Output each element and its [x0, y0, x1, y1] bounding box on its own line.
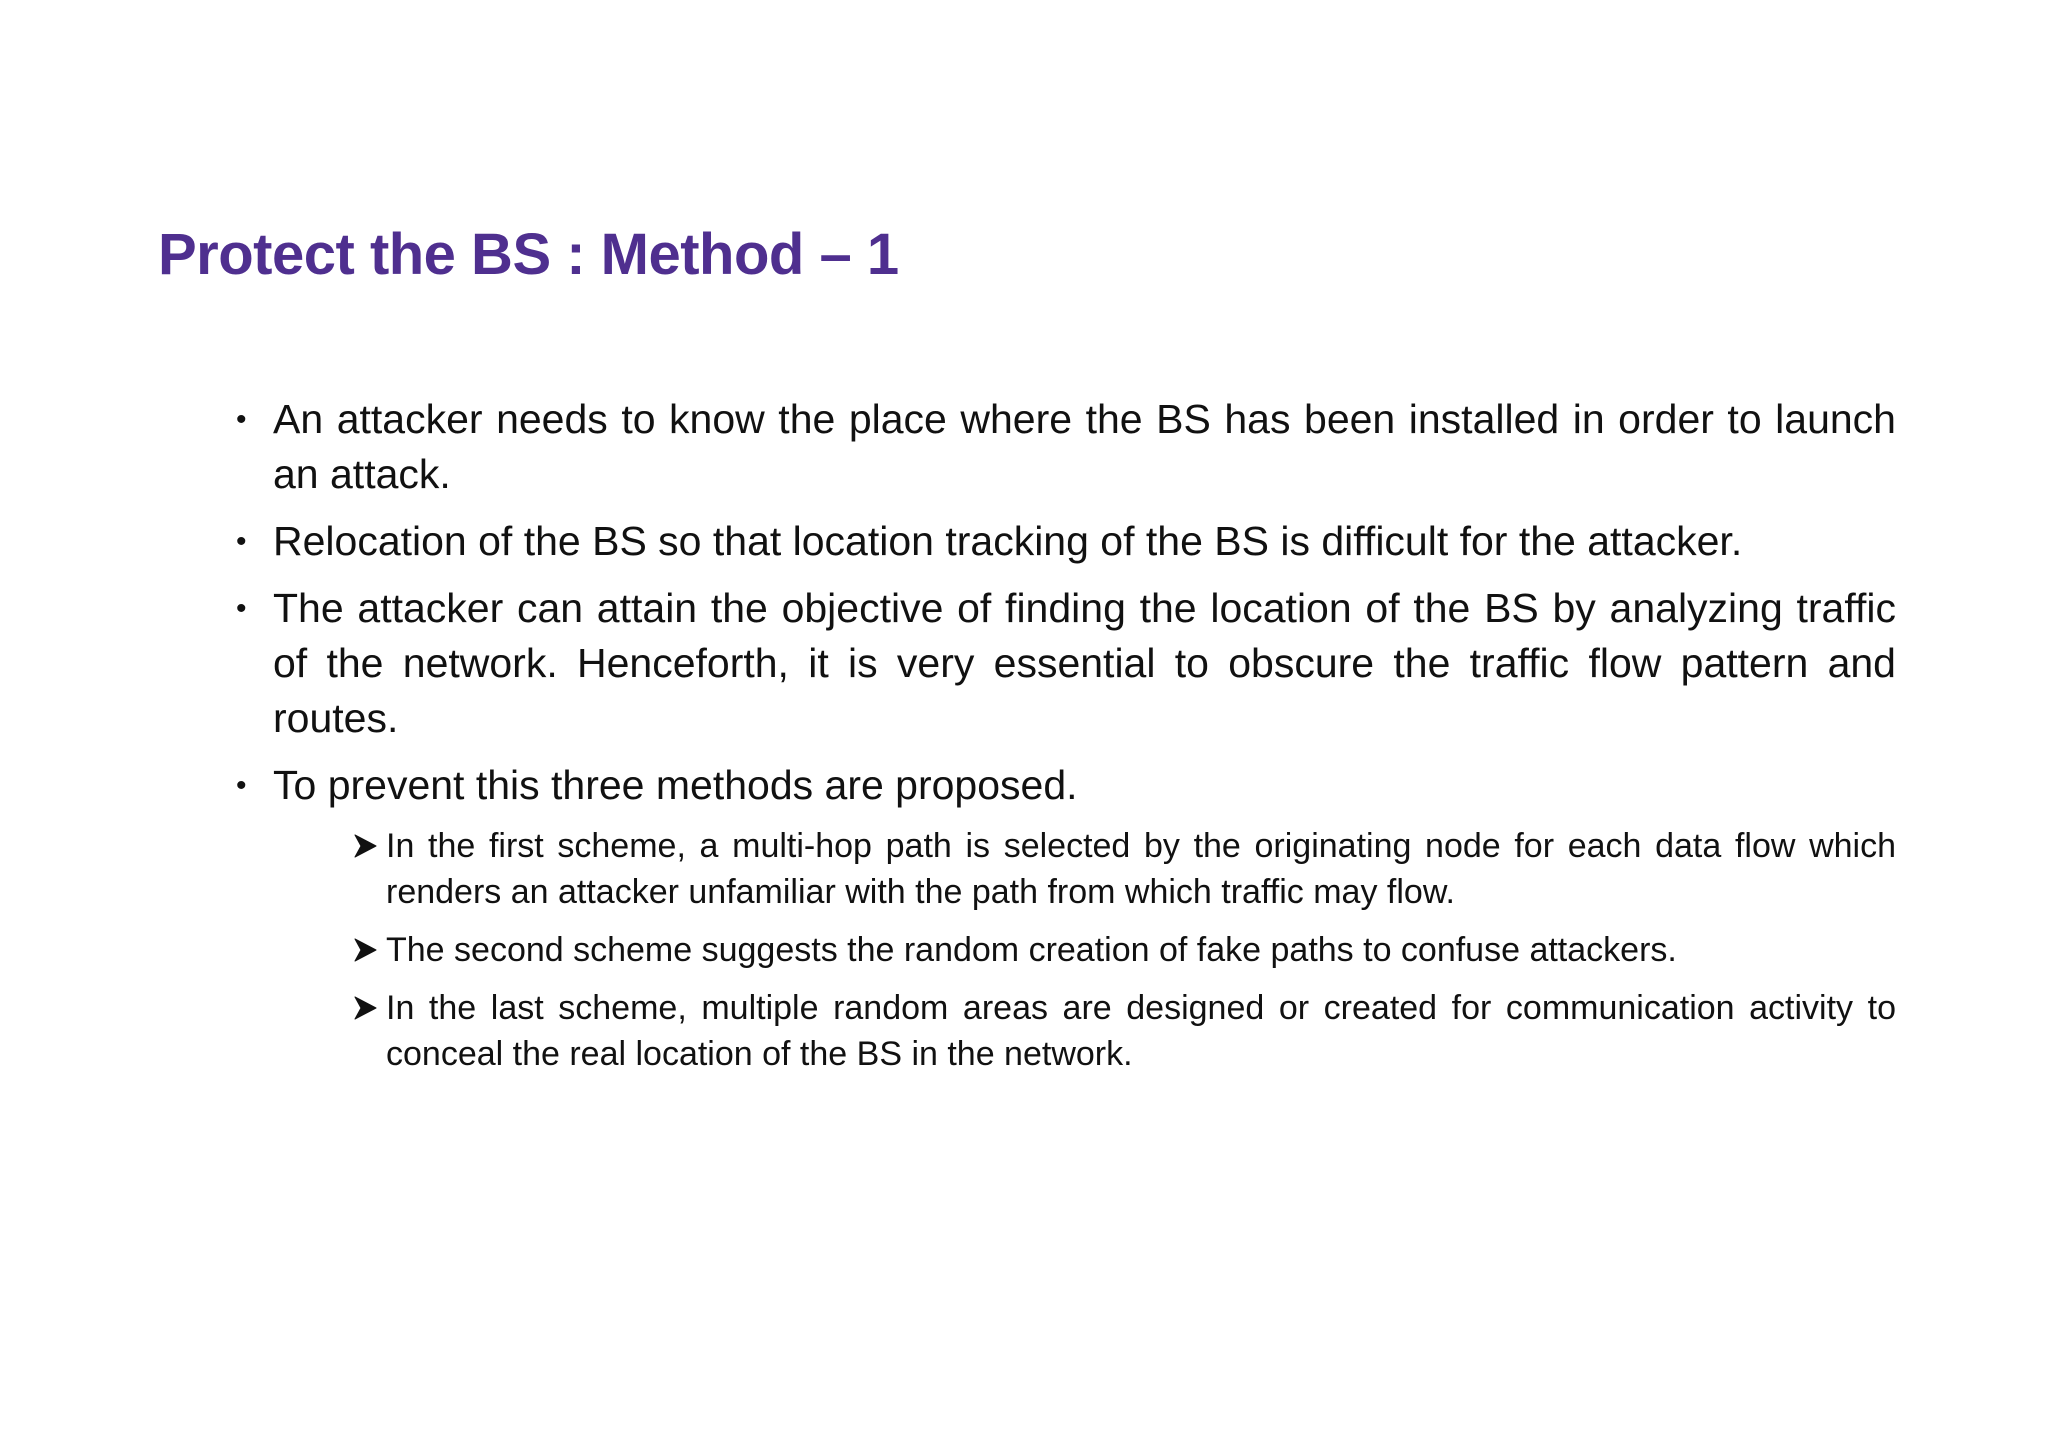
sub-bullet-text: The second scheme suggests the random creation of fake paths to confuse attackers.: [386, 931, 1677, 969]
bullet-text: The attacker can attain the objective of finding the location of the BS by analyzing traffic of the network. Henceforth, it is very essential to obscure the traffic flow pattern and routes.: [273, 585, 1896, 741]
bullet-dot-icon: •: [236, 525, 247, 558]
arrowhead-icon: [352, 985, 382, 1021]
bullet-dot-icon: •: [236, 769, 247, 802]
bullet-dot-icon: •: [236, 403, 247, 436]
bullet-item: [236, 581, 1896, 746]
sub-bullet-item: [352, 985, 1896, 1077]
bullet-dot-icon: •: [236, 592, 247, 625]
slide-title: Protect the BS : Method – 1: [158, 222, 899, 287]
sub-bullet-text: In the first scheme, a multi-hop path is selected by the originating node for each data flow which renders an attacker unfamiliar with the path from which traffic may flow.: [386, 827, 1896, 911]
bullet-item: [236, 758, 1896, 1077]
bullet-text: Relocation of the BS so that location tracking of the BS is difficult for the attacker.: [273, 518, 1743, 564]
bullet-list: [236, 392, 1896, 1089]
sub-bullet-item: [352, 823, 1896, 915]
bullet-item: [236, 514, 1896, 569]
bullet-item: [236, 392, 1896, 502]
sub-bullet-list: [273, 823, 1896, 1077]
arrowhead-icon: [352, 823, 382, 859]
sub-bullet-text: In the last scheme, multiple random areas are designed or created for communication activity to conceal the real location of the BS in the network.: [386, 989, 1896, 1073]
arrowhead-icon: [352, 927, 382, 963]
bullet-text: An attacker needs to know the place where the BS has been installed in order to launch an attack.: [273, 396, 1896, 497]
sub-bullet-item: [352, 927, 1896, 973]
bullet-text: To prevent this three methods are proposed.: [273, 762, 1078, 808]
